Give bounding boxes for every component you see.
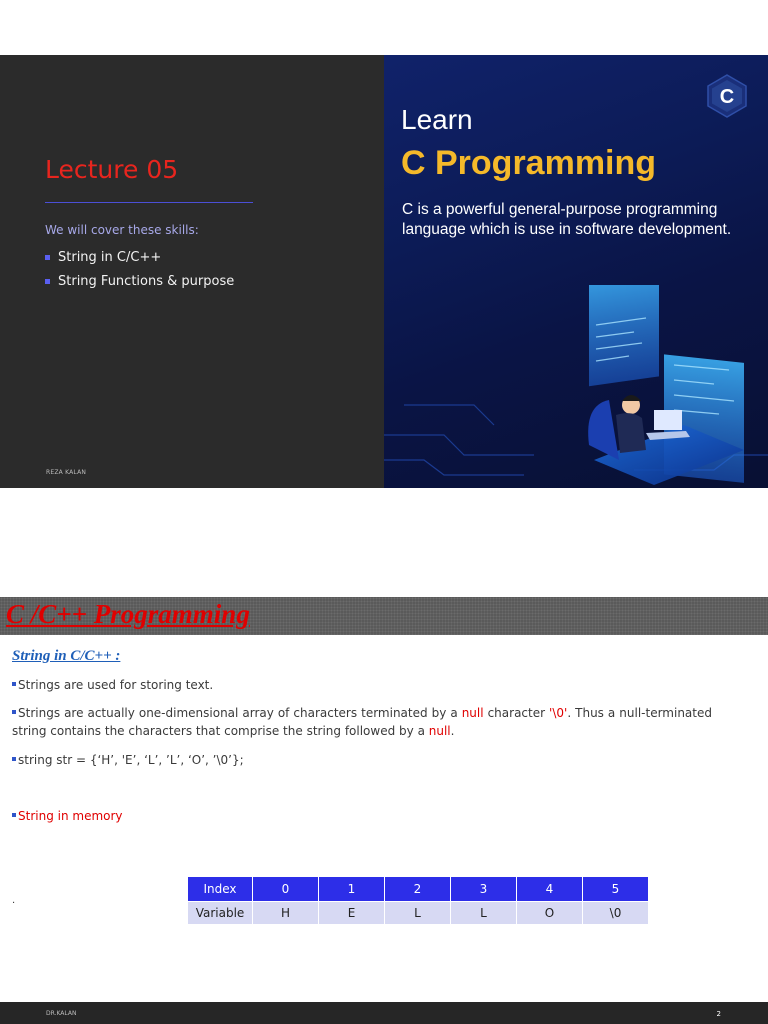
banner-tagline: C is a powerful general-purpose programming language which is use in software development. — [402, 201, 732, 238]
memory-table — [187, 876, 649, 925]
banner-title: C Programming — [401, 144, 657, 182]
footer-author: DR.KALAN — [46, 1010, 77, 1017]
table-header-row — [188, 877, 649, 902]
slide-strings — [0, 597, 768, 1024]
paragraph-text: . Thus a null-terminated string contains the characters that comprise the string followed by a — [12, 706, 712, 738]
bullet-paragraph — [12, 751, 712, 769]
paragraph-text: Strings are actually one-dimensional array of characters terminated by a — [18, 706, 462, 720]
skills-intro: We will cover these skills: — [45, 223, 199, 237]
bullet-icon — [12, 813, 16, 817]
skill-label: String Functions & purpose — [58, 273, 235, 289]
slide-footer: REZA KALAN — [46, 469, 87, 476]
bullet-paragraph — [12, 704, 712, 740]
memory-heading: String in memory — [18, 809, 123, 823]
table-cell: H — [253, 902, 319, 925]
list-item — [45, 269, 234, 293]
table-cell: L — [385, 902, 451, 925]
highlight-null: null — [428, 724, 451, 738]
slide-footer — [0, 1002, 768, 1024]
table-cell: E — [319, 902, 385, 925]
highlight-null-char: '\0' — [549, 706, 568, 720]
list-item — [45, 245, 234, 269]
banner-learn: Learn — [401, 104, 473, 135]
table-header-cell: 4 — [517, 877, 583, 902]
banner-image — [384, 55, 768, 488]
slide-title: C /C++ Programming — [6, 599, 250, 629]
title-panel — [0, 55, 384, 488]
slide-header — [0, 597, 768, 635]
paragraph-text: character — [483, 706, 550, 720]
bullet-icon — [12, 757, 16, 761]
table-header-cell: 1 — [319, 877, 385, 902]
table-header-cell: 2 — [385, 877, 451, 902]
code-example: string str = {‘H’, 'E’, ‘L’, ’L’, ‘O’, ’\0’}; — [18, 753, 244, 767]
table-header-cell: 5 — [583, 877, 649, 902]
svg-text:C: C — [719, 86, 735, 108]
lecture-title: Lecture 05 — [45, 155, 179, 184]
c-language-logo-icon — [704, 73, 750, 119]
section-heading: String in C/C++ : — [12, 648, 121, 664]
table-row — [188, 902, 649, 925]
bullet-icon — [12, 710, 16, 714]
table-header-cell: 3 — [451, 877, 517, 902]
paragraph-text: Strings are used for storing text. — [18, 678, 214, 692]
slide-lecture-title — [0, 55, 768, 488]
table-header-cell: Index — [188, 877, 253, 902]
table-cell: Variable — [188, 902, 253, 925]
title-divider — [45, 202, 253, 203]
table-cell: O — [517, 902, 583, 925]
skills-list — [45, 245, 234, 293]
bullet-icon — [45, 279, 50, 284]
paragraph-text: . — [450, 724, 455, 738]
skill-label: String in C/C++ — [58, 249, 162, 265]
table-cell: L — [451, 902, 517, 925]
table-header-cell: 0 — [253, 877, 319, 902]
bullet-icon — [45, 255, 50, 260]
bullet-paragraph — [12, 676, 712, 694]
table-cell: \0 — [583, 902, 649, 925]
stray-dot: . — [12, 895, 16, 906]
bullet-paragraph — [12, 807, 712, 825]
highlight-null: null — [461, 706, 484, 720]
programmer-illustration — [384, 285, 768, 488]
bullet-icon — [12, 682, 16, 686]
page-number: 2 — [716, 1010, 721, 1018]
